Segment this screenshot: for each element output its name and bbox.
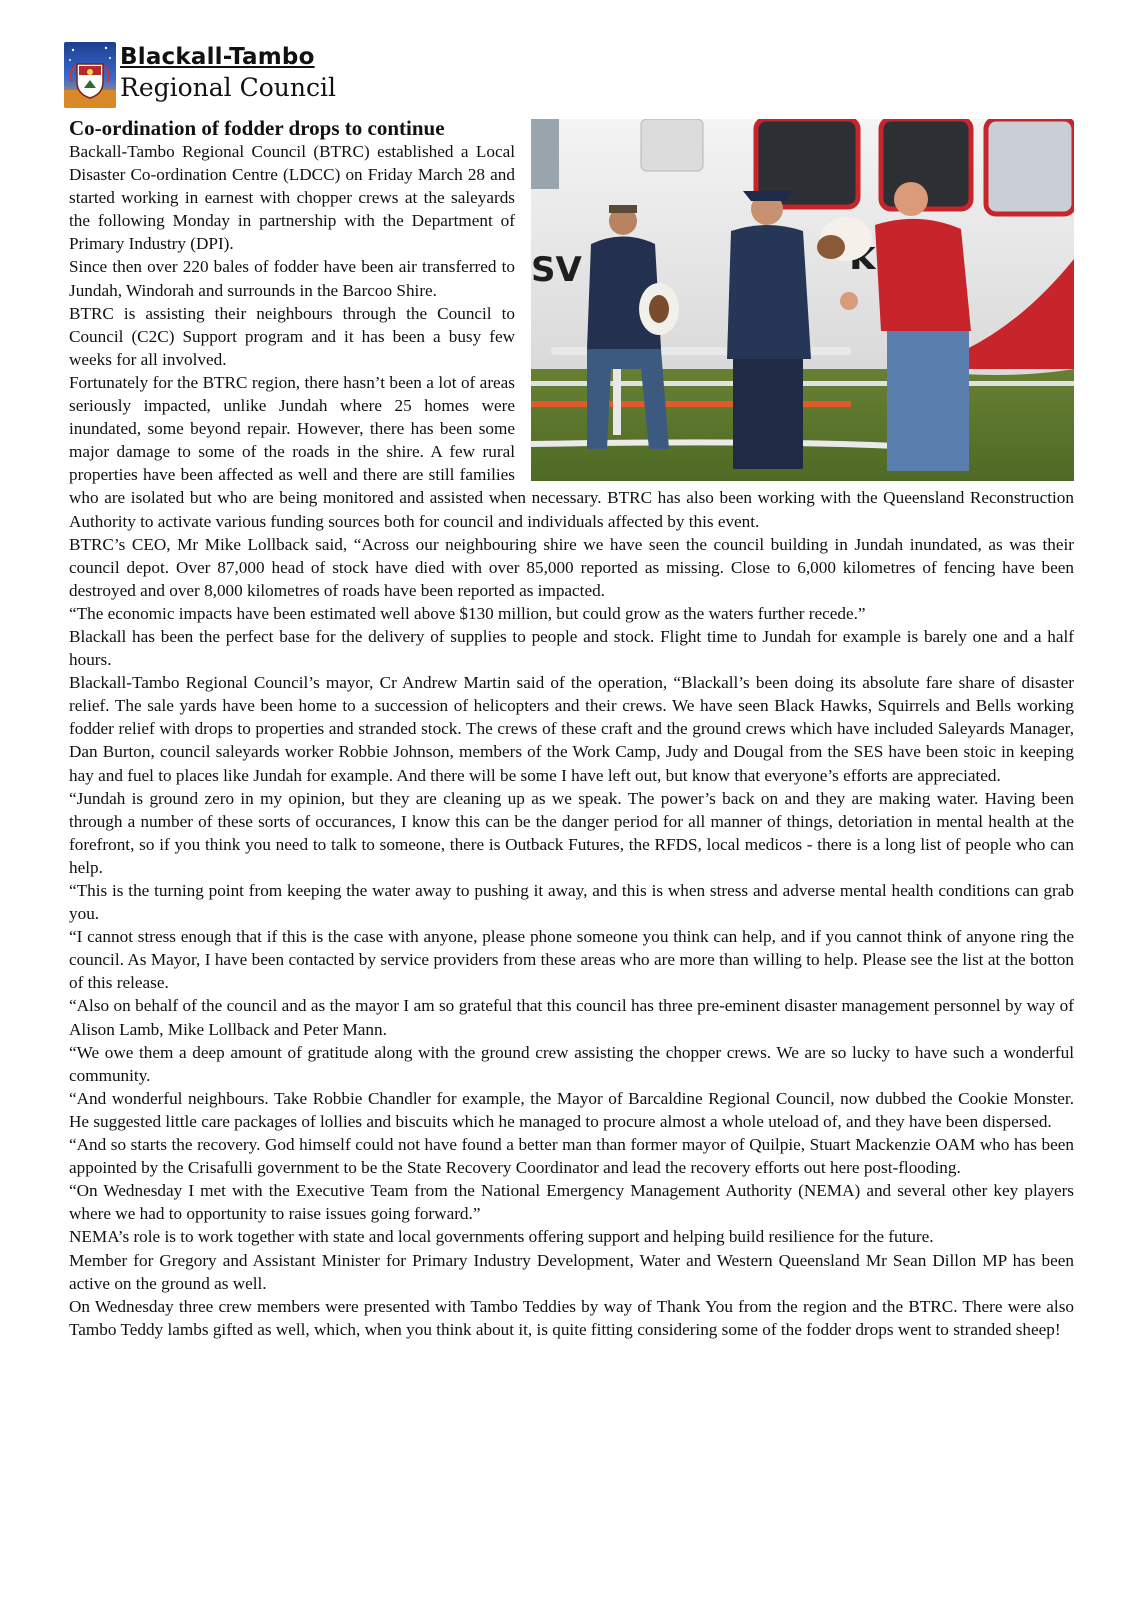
article-paragraph: “And wonderful neighbours. Take Robbie Chandler for example, the Mayor of Barcaldine Regional Council, now dubbed the Cookie Monster. He suggested little care packages of lollies and biscuits which he managed to procure almost a whole uteload of, and they have been dispersed. (69, 1088, 1074, 1131)
article-paragraph: Fortunately for the BTRC region, there hasn’t been a lot of areas seriously impacted, unlike Jundah where 25 homes were inundated, some beyond repair. However, there has been some major damage to some of the roads in the shire. A few rural properties have been affected as well and there are still families who are isolated but who are being monitored and assisted when necessary. BTRC has also been working with the Queensland Reconstruction Authority to activate various funding sources both for council and individuals affected by this event. (69, 372, 1074, 531)
article-paragraph: “This is the turning point from keeping the water away to pushing it away, and this is when stress and adverse mental health conditions can grab you. (69, 881, 1074, 924)
article-paragraph: Member for Gregory and Assistant Minister for Primary Industry Development, Water and Western Queensland Mr Sean Dillon MP has been active on the ground as well. (69, 1250, 1074, 1293)
article-paragraph: Blackall has been the perfect base for the delivery of supplies to people and stock. Flight time to Jundah for example is barely one and a half hours. (69, 626, 1074, 670)
article-paragraph: “On Wednesday I met with the Executive Team from the National Emergency Management Authority (NEMA) and several other key players where we had to opportunity to raise issues going forward.” (69, 1181, 1074, 1224)
council-logo (64, 42, 336, 108)
council-name-line2: Regional Council (120, 73, 336, 102)
article (69, 116, 1074, 1341)
council-name (120, 42, 336, 100)
article-paragraph: Blackall-Tambo Regional Council’s mayor, Cr Andrew Martin said of the operation, “Blackall’s been doing its absolute fare share of disaster relief. The sale yards have been home to a succession of helicopters and their crews. We have seen Black Hawks, Squirrels and Bells working fodder relief with drops to properties and stranded stock. The crews of these craft and the ground crews which have included Saleyards Manager, Dan Burton, council saleyards worker Robbie Johnson, members of the Work Camp, Judy and Dougal from the SES have been stoic in keeping hay and fuel to places like Jundah for example. And there will be some I have left out, but know that everyone’s efforts are appreciated. (69, 673, 1074, 785)
article-paragraph: “Also on behalf of the council and as the mayor I am so grateful that this council has three pre-eminent disaster management personnel by way of Alison Lamb, Mike Lollback and Peter Mann. (69, 996, 1074, 1039)
helicopter-crew-photo (531, 119, 1074, 481)
article-paragraph: Backall-Tambo Regional Council (BTRC) established a Local Disaster Co-ordination Centre (LDCC) on Friday March 28 and started working in earnest with chopper crews at the saleyards the following Monday in partnership with the Department of Primary Industry (DPI). (69, 142, 515, 254)
article-headline: Co-ordination of fodder drops to continue (69, 116, 445, 140)
article-paragraph: On Wednesday three crew members were presented with Tambo Teddies by way of Thank You from the region and the BTRC. There were also Tambo Teddy lambs gifted as well, which, when you think about it, is quite fitting considering some of the fodder drops went to stranded sheep! (69, 1296, 1074, 1339)
article-paragraph: NEMA’s role is to work together with state and local governments offering support and helping build resilience for the future. (69, 1227, 934, 1247)
article-paragraph: BTRC’s CEO, Mr Mike Lollback said, “Across our neighbouring shire we have seen the council building in Jundah inundated, as was their council depot. Over 87,000 head of stock have died with over 85,000 reported as missing. Close to 6,000 kilometres of fencing have been destroyed and over 8,000 kilometres of roads have been reported as impacted. (69, 534, 1074, 600)
article-paragraph: “And so starts the recovery. God himself could not have found a better man than former mayor of Quilpie, Stuart Mackenzie OAM who has been appointed by the Crisafulli government to be the State Recovery Coordinator and lead the recovery efforts out here post-flooding. (69, 1135, 1074, 1178)
council-name-line1: Blackall-Tambo (120, 44, 315, 70)
svg-text:SV: SV (531, 250, 582, 290)
article-paragraph: “The economic impacts have been estimated well above $130 million, but could grow as the waters further recede.” (69, 603, 866, 623)
article-paragraph: BTRC is assisting their neighbours through the Council to Council (C2C) Support program and it has been a busy few weeks for all involved. (69, 303, 515, 369)
article-paragraph: Since then over 220 bales of fodder have been air transferred to Jundah, Windorah and surrounds in the Barcoo Shire. (69, 257, 515, 300)
article-paragraph: “Jundah is ground zero in my opinion, but they are cleaning up as we speak. The power’s back on and they are making water. Having been through a number of these sorts of occurances, I know this can be the danger period for all manner of things, detoriation in mental health at the forefront, so if you think you need to talk to someone, there is Outback Futures, the RFDS, local medicos - there is a long list of people who can help. (69, 788, 1074, 877)
council-crest-icon (64, 42, 116, 108)
article-paragraph: “We owe them a deep amount of gratitude along with the ground crew assisting the chopper crews. We are so lucky to have such a wonderful community. (69, 1042, 1074, 1085)
article-paragraph: “I cannot stress enough that if this is the case with anyone, please phone someone you think can help, and if you cannot think of anyone ring the council. As Mayor, I have been contacted by service providers from these areas who are more than willing to help. Please see the list at the botton of this release. (69, 927, 1074, 993)
